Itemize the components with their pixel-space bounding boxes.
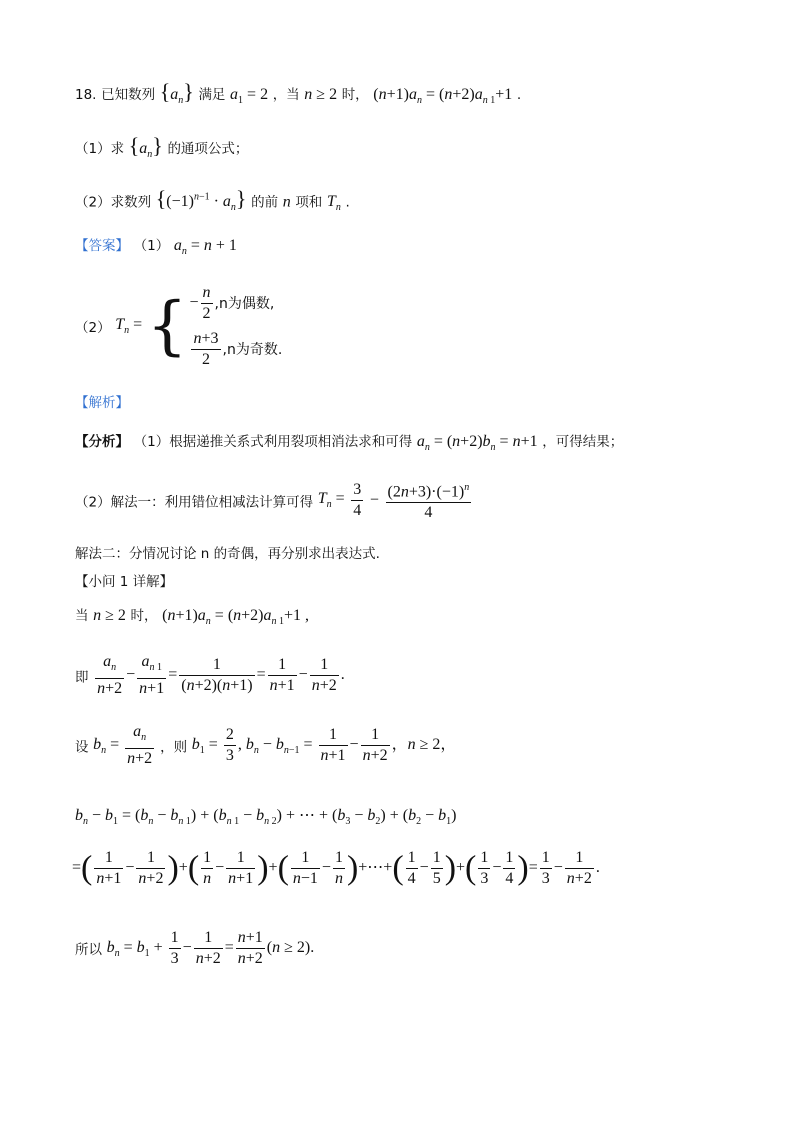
recurrence: $(n+1)a_n = (n+2)a_{n 1}+1$ xyxy=(373,86,513,107)
detail-heading: 【小问 1 详解】 xyxy=(75,574,174,590)
case-odd: $\frac{n+3}{2}$ ,n为奇数. xyxy=(193,329,283,368)
detail-when: 当 n ≥ 2 时， $(n+1)a_n = (n+2)a_{n 1}+1$ , xyxy=(75,607,310,628)
question-2: （2）求数列 $\{(-1)^{n-1} \cdot a_n\}$ 的前 n 项和 $T_n$ . xyxy=(75,186,350,214)
analysis-heading: 【解析】 xyxy=(75,395,129,411)
equation-she: 设 $b_n$ = $\frac{a_n}{n+2}$ ，则 $b_1$ = $\frac{2}{3}$ , $b_n - b_{n-1}$ = $\frac{1}{n+1}$ − $\frac{1}{n+2}$ ，n ≥ 2， xyxy=(75,723,457,768)
answer-2: （2） $T_n$ = { − $\frac{n}{2}$ ,n为偶数, $\frac{n+3}{2}$ ,n为奇数. xyxy=(75,280,282,372)
piecewise-answer: { − $\frac{n}{2}$ ,n为偶数, $\frac{n+3}{2}$ ,n为奇数. xyxy=(147,280,283,372)
problem-stem: 18. 已知数列 $\{a_n\}$ 满足 $a_1 = 2$ ，当 n ≥ 2 时， $(n+1)a_n = (n+2)a_{n 1}+1$ . xyxy=(75,79,522,107)
case-even: − $\frac{n}{2}$ ,n为偶数, xyxy=(189,283,275,322)
equation-conclusion: 所以 $b_n = b_1$ + $\frac{1}{3}$ − $\frac{1}{n+2}$ = $\frac{n+1}{n+2}$ (n ≥ 2). xyxy=(75,929,315,967)
analysis-part-2: （2）解法一：利用错位相减法计算可得 $T_n$ = $\frac{3}{4}$ − $\frac{(2n+3)\cdot(-1)^n}{4}$ xyxy=(75,478,473,523)
method-2: 解法二：分情况讨论 n 的奇偶，再分别求出表达式. xyxy=(75,546,380,562)
answer-1: 【答案】 （1） $a_n = n + 1$ xyxy=(75,237,237,258)
equation-sum: =( $\frac{1}{n+1}$ − $\frac{1}{n+2}$ )+( $\frac{1}{n}$ − $\frac{1}{n+1}$ )+( $\frac{1}{n-1}$ − $\frac{1}{n}$ )+⋯+( $\frac{1}{4}$ − $\frac{1}{5}$ )+( $\frac{1}{3}$ − $\frac{1}{4}$ )= $\frac{1}{3}$ − $\frac{1}{n+2}$ . xyxy=(72,849,600,887)
analysis-part-1: 【分析】 （1）根据递推关系式利用裂项相消法求和可得 $a_n = (n+2)b_n = n+1$ ，可得结果； xyxy=(75,433,624,454)
sequence-a: $\{a_n\}$ xyxy=(159,79,194,107)
initial-condition: $a_1 = 2$ xyxy=(230,86,269,107)
equation-ji: 即 $\frac{a_n}{n+2}$ − $\frac{a_{n 1}}{n+1}$ = $\frac{1}{(n+2)(n+1)}$ = $\frac{1}{n+1}$ − $\frac{1}{n+2}$ . xyxy=(75,653,345,698)
problem-number: 18. xyxy=(75,87,97,103)
answer-tag: 【答案】 xyxy=(75,238,129,254)
question-1: （1）求 $\{a_n\}$ 的通项公式； xyxy=(75,133,249,161)
equation-telescoping: $b_n - b_1 = (b_n - b_{n 1}) + (b_{n 1} - b_{n 2})$ + ⋯ + $(b_3 - b_2) + (b_2 - b_1)$ xyxy=(75,807,457,828)
